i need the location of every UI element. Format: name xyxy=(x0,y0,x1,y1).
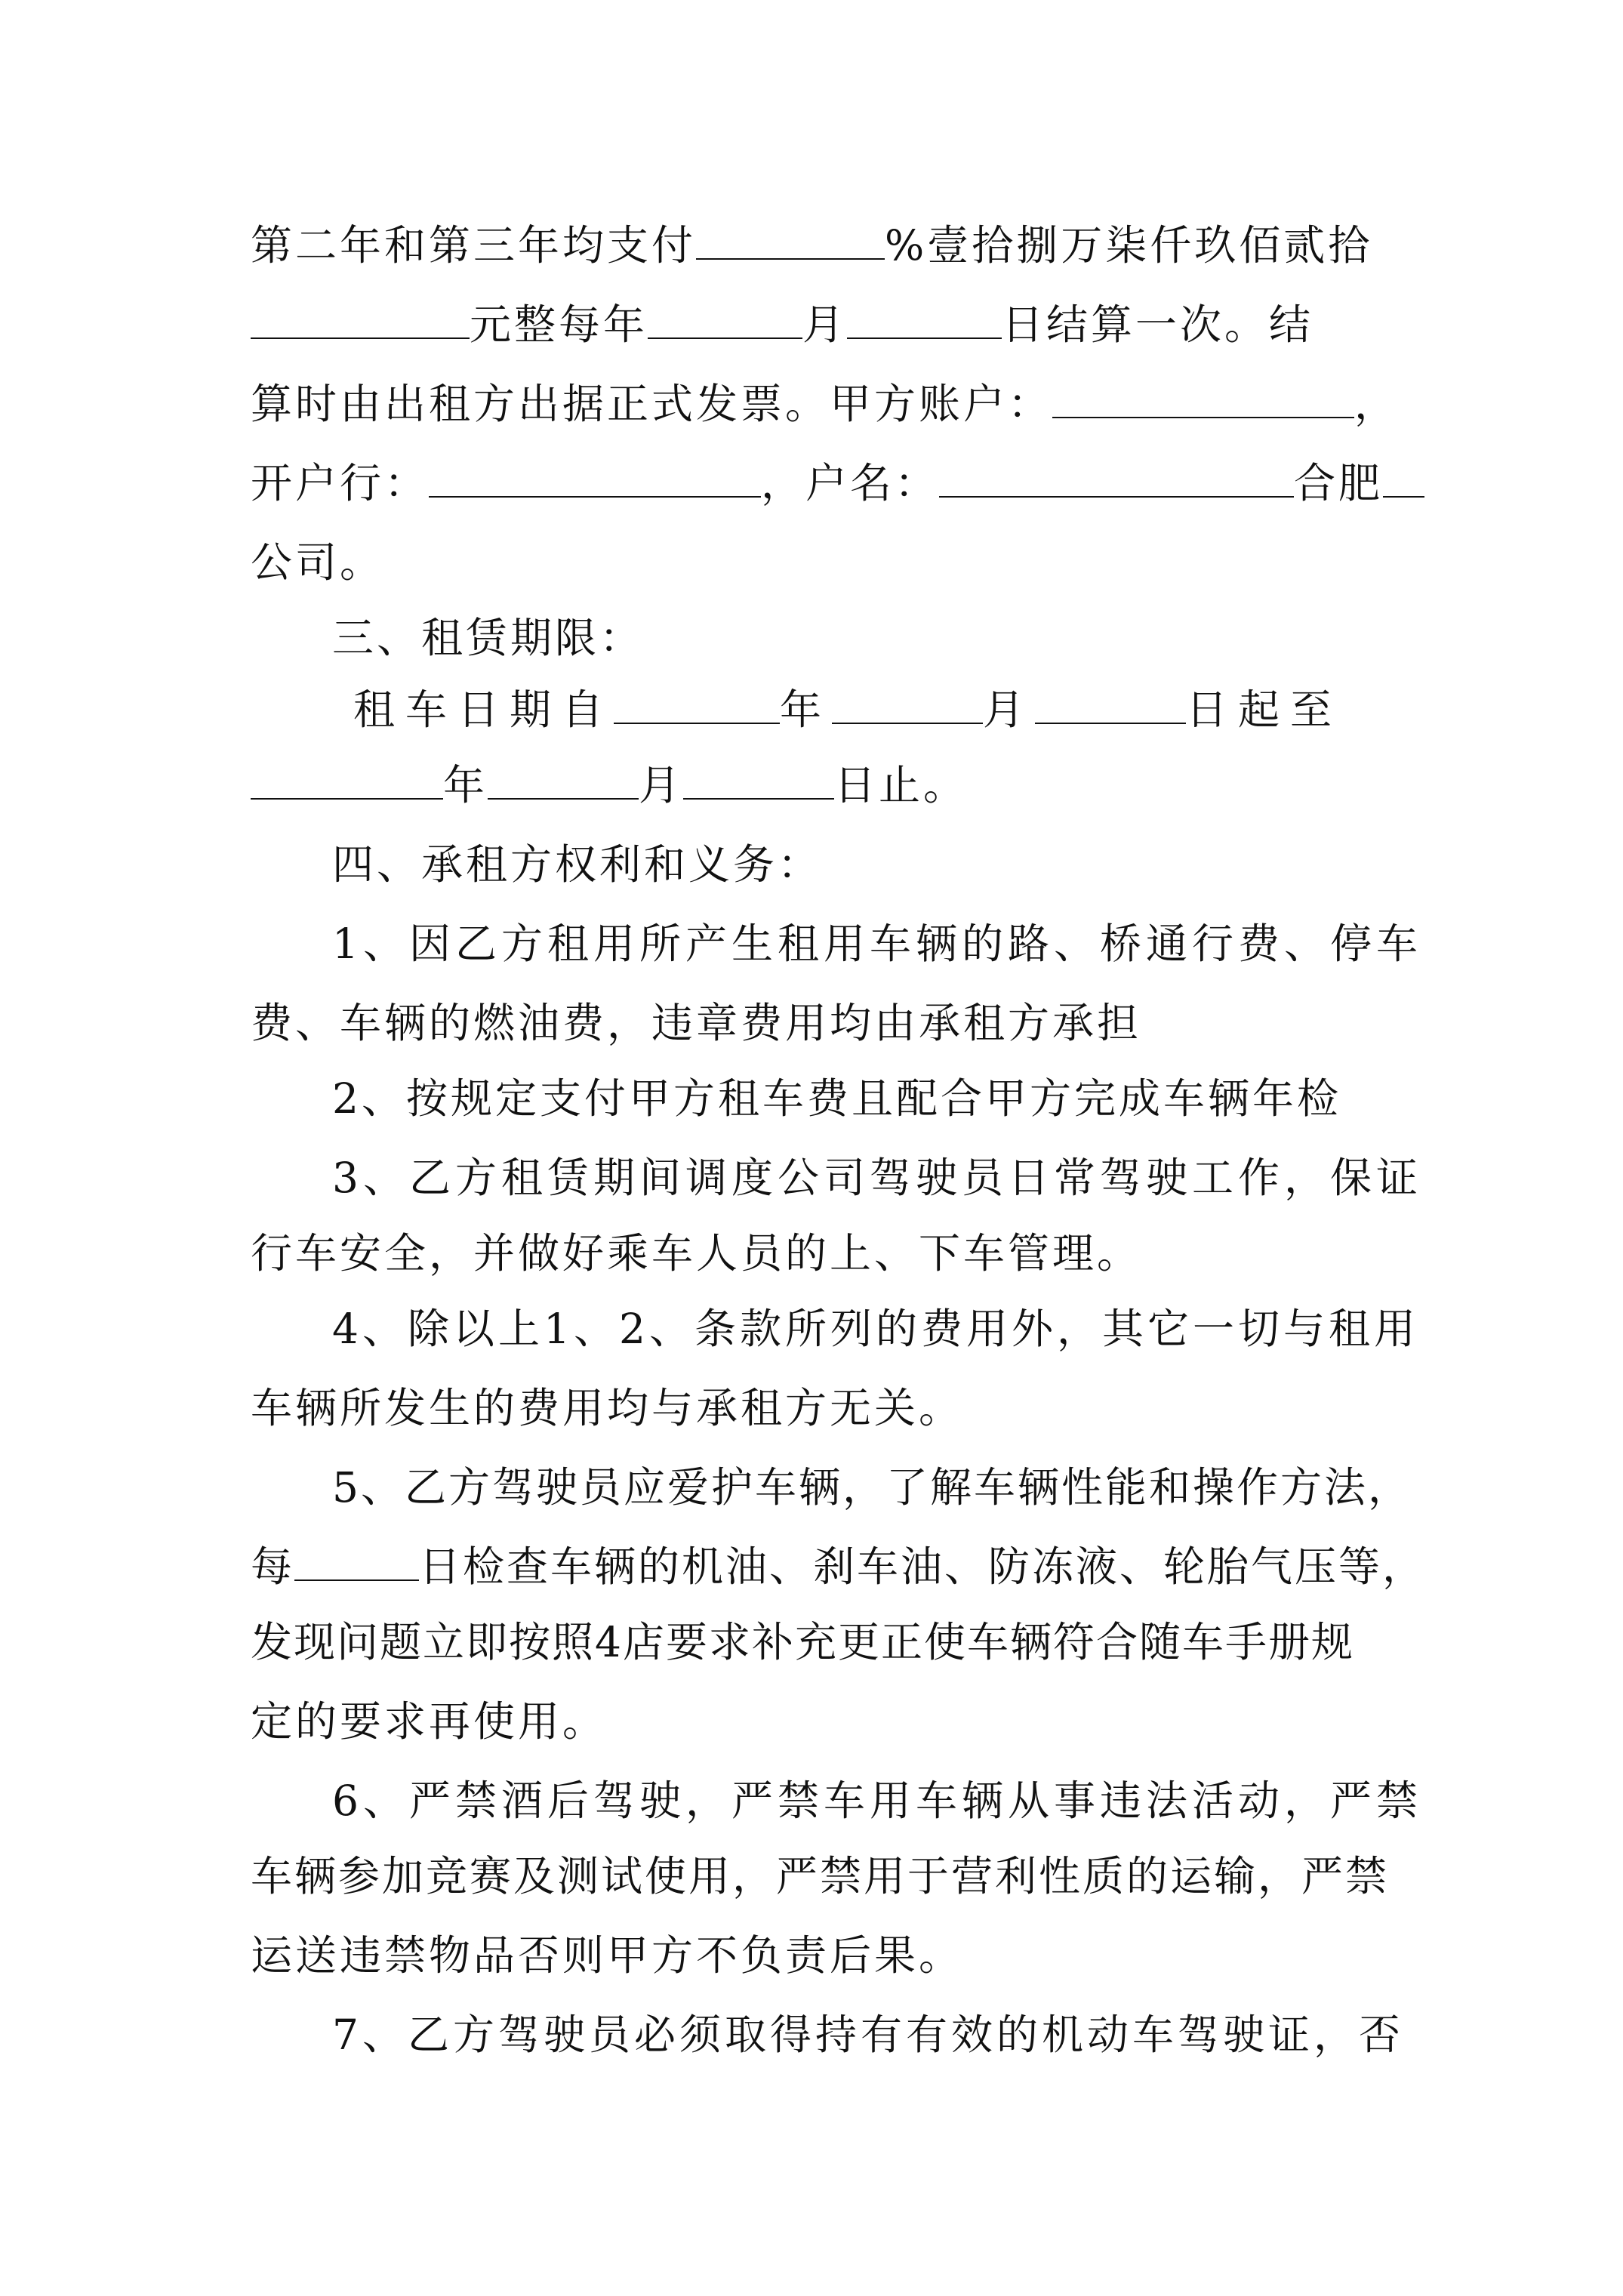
text-line xyxy=(332,1461,1464,1514)
text: 4、除以上1、2、条款所列的费用外，其它一切与租用 xyxy=(332,1305,1419,1353)
text: 5、乙方驾驶员应爱护车辆，了解车辆性能和操作方法， xyxy=(332,1463,1412,1512)
blank-line xyxy=(488,759,639,800)
text: 四、承租方权利和义务： xyxy=(332,840,823,889)
section-heading xyxy=(332,838,1464,891)
blank-line xyxy=(614,683,780,724)
text: 行车安全，并做好乘车人员的上、下车管理。 xyxy=(251,1229,1142,1277)
text: 月 xyxy=(983,686,1036,734)
blank-line xyxy=(251,759,443,800)
text: 1、因乙方租用所产生租用车辆的路、桥通行费、停车 xyxy=(332,920,1422,968)
blank-line xyxy=(294,1540,419,1581)
text: 租车日期自 xyxy=(353,686,614,734)
text: 车辆所发生的费用均与承租方无关。 xyxy=(251,1384,964,1432)
blank-line xyxy=(696,219,885,260)
text: 发现问题立即按照4店要求补充更正使车辆符合随车手册规 xyxy=(251,1618,1354,1666)
text: 算时由出租方出据正式发票。甲方账户： xyxy=(251,380,1053,428)
text: 年 xyxy=(780,686,833,734)
blank-line xyxy=(832,683,983,724)
section-heading xyxy=(332,612,1464,664)
blank-line xyxy=(847,298,1002,339)
text-line xyxy=(251,298,1383,351)
text-line xyxy=(332,1774,1464,1827)
text-line xyxy=(332,1302,1464,1355)
text: 6、严禁酒后驾驶，严禁车用车辆从事违法活动，严禁 xyxy=(332,1777,1422,1825)
text-line xyxy=(353,683,1486,736)
blank-line xyxy=(1383,457,1424,498)
text-line xyxy=(251,378,1400,430)
text: 三、租赁期限： xyxy=(332,614,645,662)
text: 月 xyxy=(802,300,848,349)
text: 日结算一次。结 xyxy=(1002,300,1314,349)
text: 每 xyxy=(251,1542,295,1591)
text-line xyxy=(251,1616,1383,1669)
text: 合肥 xyxy=(1294,459,1384,507)
blank-line xyxy=(939,457,1294,498)
text-line xyxy=(251,1695,1383,1748)
text: 3、乙方租赁期间调度公司驾驶员日常驾驶工作，保证 xyxy=(332,1154,1422,1202)
text-line xyxy=(251,1540,1427,1593)
text: %壹拾捌万柒仟玖佰贰拾 xyxy=(885,221,1373,270)
text: 定的要求再使用。 xyxy=(251,1697,608,1746)
text: 运送违禁物品否则甲方不负责后果。 xyxy=(251,1931,964,1980)
text: 第二年和第三年均支付 xyxy=(251,221,697,270)
text: 2、按规定支付甲方租车费且配合甲方完成车辆年检 xyxy=(332,1074,1341,1123)
text: 7、乙方驾驶员必须取得持有有效的机动车驾驶证，否 xyxy=(332,2011,1404,2059)
blank-line xyxy=(1052,378,1354,418)
blank-line xyxy=(251,298,470,339)
text-line xyxy=(251,1929,1383,1982)
text-line xyxy=(332,2008,1464,2061)
blank-line xyxy=(429,457,761,498)
text-line xyxy=(251,219,1383,272)
text: 开户行： xyxy=(251,459,430,507)
text: 日检查车辆的机油、刹车油、防冻液、轮胎气压等， xyxy=(419,1542,1427,1591)
blank-line xyxy=(648,298,802,339)
text-line xyxy=(332,1072,1464,1125)
text: 日起至 xyxy=(1186,686,1343,734)
blank-line xyxy=(683,759,834,800)
text: ，户名： xyxy=(761,459,940,507)
text-line xyxy=(251,1850,1390,1903)
text-line xyxy=(251,997,1383,1049)
text-line xyxy=(332,917,1464,970)
text: 元整每年 xyxy=(470,300,648,349)
text-line xyxy=(251,759,1383,812)
text-line xyxy=(251,1227,1383,1280)
text-line xyxy=(251,536,1383,589)
text: 年 xyxy=(443,761,488,809)
text: 公司。 xyxy=(251,538,385,587)
blank-line xyxy=(1035,683,1186,724)
text: 费、车辆的燃油费，违章费用均由承租方承担 xyxy=(251,999,1142,1047)
text-line xyxy=(251,1382,1383,1435)
text-line xyxy=(251,457,1383,510)
text: ， xyxy=(1354,380,1400,428)
text: 月 xyxy=(639,761,684,809)
text: 日止。 xyxy=(834,761,969,809)
text: 车辆参加竞赛及测试使用，严禁用于营利性质的运输，严禁 xyxy=(251,1852,1390,1900)
text-line xyxy=(332,1151,1464,1204)
